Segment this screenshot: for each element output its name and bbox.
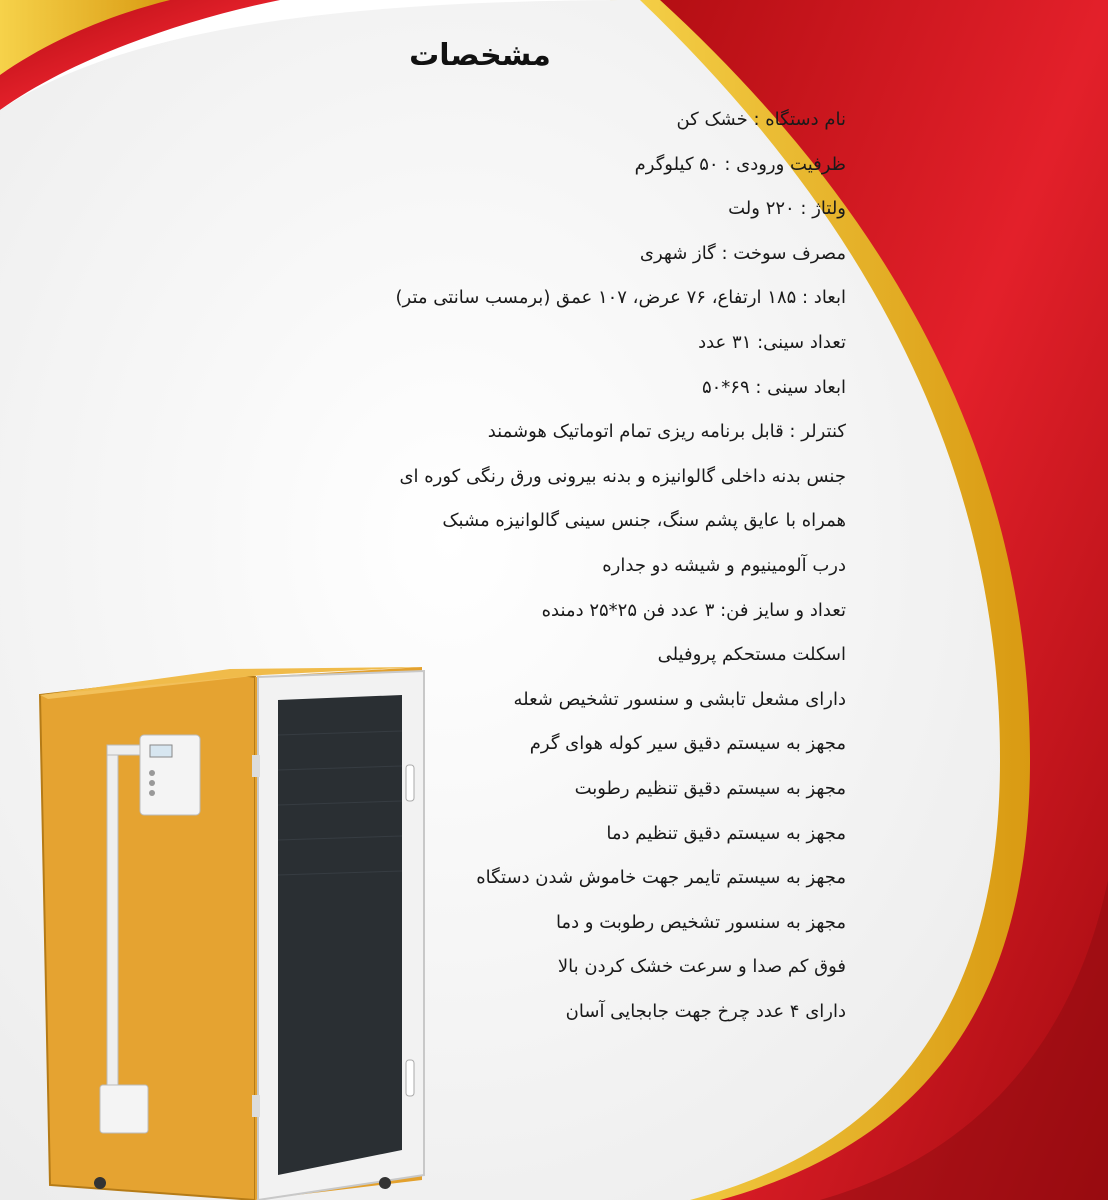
spec-item: دارای مشعل تابشی و سنسور تشخیص شعله (513, 688, 846, 710)
door-handle-icon (406, 765, 414, 801)
junction-box (100, 1085, 148, 1133)
spec-item: مجهز به سیستم دقیق تنظیم دما (606, 822, 846, 844)
spec-item: دارای ۴ عدد چرخ جهت جابجایی آسان (565, 1000, 846, 1022)
door-handle-icon (406, 1060, 414, 1096)
controller-display-icon (150, 745, 172, 757)
wheel-icon (379, 1177, 391, 1189)
spec-item: ظرفیت ورودی : ۵۰ کیلوگرم (634, 153, 846, 175)
spec-item: فوق کم صدا و سرعت خشک کردن بالا (557, 956, 846, 978)
cabinet-conduit (107, 750, 118, 1090)
spec-item: ولتاژ : ۲۲۰ ولت (728, 198, 846, 220)
spec-item: درب آلومینیوم و شیشه دو جداره (602, 554, 846, 576)
spec-item: همراه با عایق پشم سنگ، جنس سینی گالوانیزه مشبک (442, 510, 846, 532)
page-title: مشخصات (409, 38, 551, 73)
spec-item: ابعاد سینی : ۶۹*۵۰ (701, 376, 846, 398)
dryer-cabinet-image (30, 655, 450, 1200)
spec-item: اسکلت مستحکم پروفیلی (657, 644, 846, 666)
spec-item: ابعاد : ۱۸۵ ارتفاع، ۷۶ عرض، ۱۰۷ عمق (برمسب سانتی متر) (395, 287, 846, 309)
spec-item: مجهز به سیستم تایمر جهت خاموش شدن دستگاه (476, 867, 846, 889)
spec-item: مجهز به سیستم دقیق تنظیم رطوبت (574, 777, 846, 799)
spec-item: جنس بدنه داخلی گالوانیزه و بدنه بیرونی ورق رنگی کوره ای (399, 465, 846, 487)
spec-item: تعداد سینی: ۳۱ عدد (698, 331, 846, 353)
spec-item: تعداد و سایز فن: ۳ عدد فن ۲۵*۲۵ دمنده (541, 599, 846, 621)
spec-item: مجهز به سنسور تشخیص رطوبت و دما (555, 911, 846, 933)
spec-item: مصرف سوخت : گاز شهری (639, 242, 846, 264)
spec-item: نام دستگاه : خشک کن (676, 109, 846, 130)
spec-item: مجهز به سیستم دقیق سیر کوله هوای گرم (529, 733, 846, 755)
spec-item: کنترلر : قابل برنامه ریزی تمام اتوماتیک هوشمند (487, 421, 846, 443)
wheel-icon (94, 1177, 106, 1189)
